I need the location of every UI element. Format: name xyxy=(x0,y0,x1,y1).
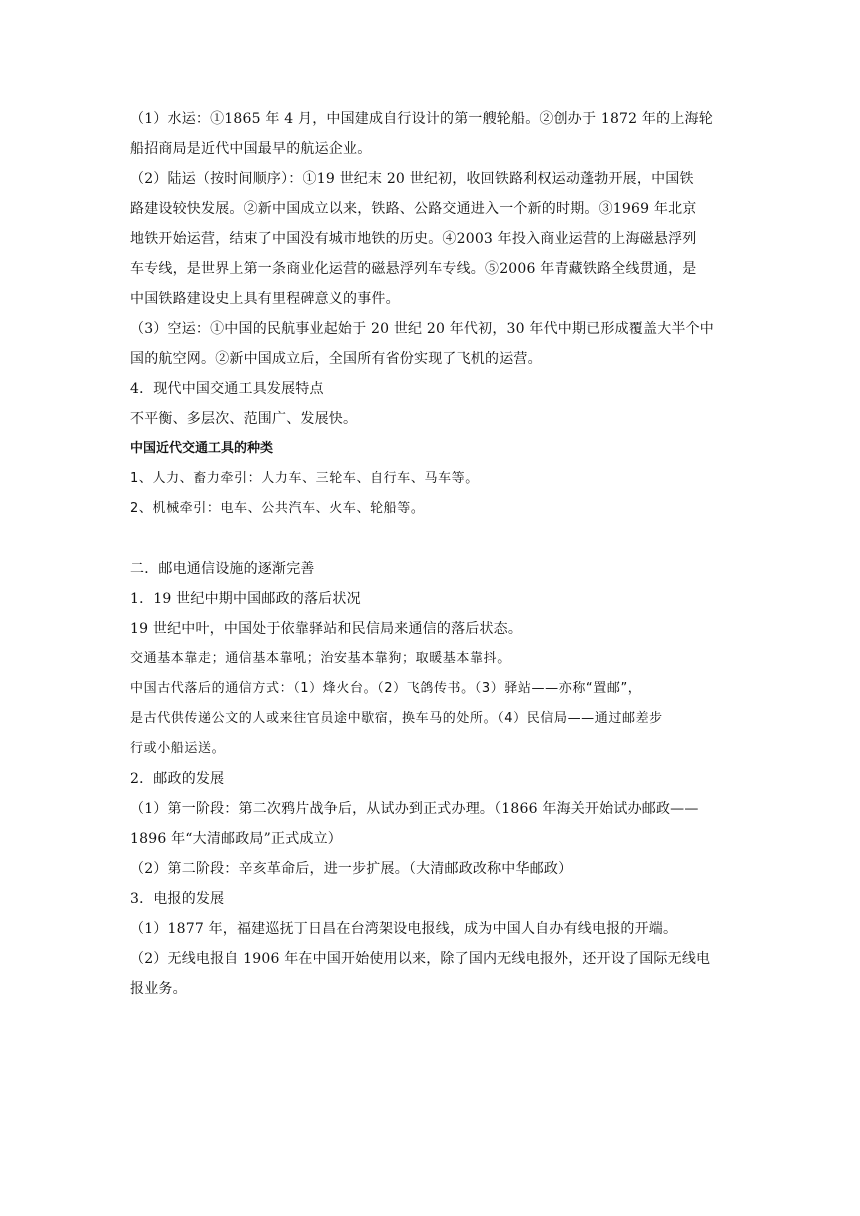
text-line: 中国古代落后的通信方式：（1）烽火台。（2）飞鸽传书。（3）驿站——亦称“置邮”， xyxy=(130,681,642,696)
text-line: 1896 年“大清邮政局”正式成立） xyxy=(130,831,342,847)
blank-line xyxy=(130,524,740,554)
text-line: 地铁开始运营，结束了中国没有城市地铁的历史。④2003 年投入商业运营的上海磁悬浮列 xyxy=(130,231,697,247)
text-line: 是古代供传递公文的人或来往官员途中歇宿，换车马的处所。（4）民信局——通过邮差步 xyxy=(130,711,663,726)
text-line: 车专线，是世界上第一条商业化运营的磁悬浮列车专线。⑤2006 年青藏铁路全线贯通，是 xyxy=(130,261,697,277)
text-line: 2．邮政的发展 xyxy=(130,771,225,787)
text-line: 行或小船运送。 xyxy=(130,741,226,756)
text-line: （2）第二阶段：辛亥革命后，进一步扩展。（大清邮政改称中华邮政） xyxy=(130,861,573,877)
subsection-heading xyxy=(130,584,740,614)
water-transport-paragraph xyxy=(130,104,740,164)
text-line: （2）无线电报自 1906 年在中国开始使用以来，除了国内无线电报外，还开设了国际无线电 xyxy=(130,951,711,967)
modern-type-item xyxy=(130,464,740,494)
text-line: 二．邮电通信设施的逐渐完善 xyxy=(130,561,315,577)
stage2-paragraph xyxy=(130,854,740,884)
stage1-paragraph xyxy=(130,794,740,854)
ancient-methods-paragraph xyxy=(130,674,740,764)
text-line: 2、机械牵引：电车、公共汽车、火车、轮船等。 xyxy=(130,501,425,516)
text-line: 不平衡、多层次、范围广、发展快。 xyxy=(130,411,358,427)
land-transport-paragraph xyxy=(130,164,740,314)
text-line: （3）空运：①中国的民航事业起始于 20 世纪 20 年代初，30 年代中期已形成覆盖大半个中 xyxy=(130,321,714,337)
feature-text xyxy=(130,404,740,434)
text-line: （2）陆运（按时间顺序）：①19 世纪末 20 世纪初，收回铁路利权运动蓬勃开展，中国铁 xyxy=(130,171,694,187)
text-line: 交通基本靠走；通信基本靠吼；治安基本靠狗；取暖基本靠抖。 xyxy=(130,651,511,666)
text-line: 路建设较快发展。②新中国成立以来，铁路、公路交通进入一个新的时期。③1969 年北京 xyxy=(130,201,697,217)
text-line: 1．19 世纪中期中国邮政的落后状况 xyxy=(130,591,361,607)
feature-heading xyxy=(130,374,740,404)
text-line: 4．现代中国交通工具发展特点 xyxy=(130,381,324,397)
text-line: 中国铁路建设史上具有里程碑意义的事件。 xyxy=(130,291,400,307)
subsection-heading xyxy=(130,764,740,794)
text-line: （1）1877 年，福建巡抚丁日昌在台湾架设电报线，成为中国人自办有线电报的开端。 xyxy=(130,921,678,937)
text-line: 1、人力、畜力牵引：人力车、三轮车、自行车、马车等。 xyxy=(130,471,479,486)
body-text xyxy=(130,614,740,644)
document-content xyxy=(130,104,740,1004)
subsection-heading xyxy=(130,884,740,914)
modern-type-item xyxy=(130,494,740,524)
section-heading xyxy=(130,554,740,584)
telegraph2-paragraph xyxy=(130,944,740,1004)
modern-types-title: 中国近代交通工具的种类 xyxy=(130,441,274,456)
telegraph1-paragraph xyxy=(130,914,740,944)
text-line: 国的航空网。②新中国成立后，全国所有省份实现了飞机的运营。 xyxy=(130,351,542,367)
text-line: 船招商局是近代中国最早的航运企业。 xyxy=(130,141,372,157)
text-line: 19 世纪中叶，中国处于依靠驿站和民信局来通信的落后状态。 xyxy=(130,621,523,637)
air-transport-paragraph xyxy=(130,314,740,374)
text-line: 3．电报的发展 xyxy=(130,891,225,907)
saying-text xyxy=(130,644,740,674)
text-line: 报业务。 xyxy=(130,981,187,997)
text-line: （1）第一阶段：第二次鸦片战争后，从试办到正式办理。（1866 年海关开始试办邮政—— xyxy=(130,801,699,817)
text-line: （1）水运：①1865 年 4 月，中国建成自行设计的第一艘轮船。②创办于 1872 年的上海轮 xyxy=(130,111,713,127)
